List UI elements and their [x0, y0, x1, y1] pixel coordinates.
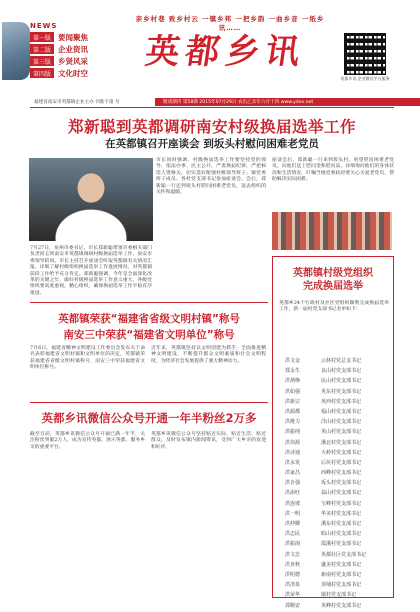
- member-village: 西峰村党支部书记: [321, 470, 362, 477]
- party-title: [273, 267, 393, 293]
- member-name: 洪清泉: [285, 582, 301, 589]
- party-intro: 英都乡24个行政村及社区党组织顺利完成换届选举工作，新一届村党支部书记名单如下：: [279, 301, 389, 313]
- list-item: [285, 398, 389, 408]
- list-item: [285, 500, 389, 510]
- issue-date-info: 敬请期待 第58期 2015年07月29日 农历乙未年六月十四 www.ydxx.net: [155, 98, 420, 106]
- member-village: 盛美村党支部书记: [321, 561, 362, 568]
- member-village: 良山村党支部书记: [321, 368, 362, 375]
- member-name: 洪维力: [285, 419, 301, 426]
- list-item: [285, 469, 389, 479]
- member-name: 洪新宗: [285, 398, 301, 405]
- member-village: 顶埔村党支部书记: [321, 582, 362, 589]
- section-row[interactable]: [30, 31, 116, 43]
- member-name: 洪家昌: [285, 470, 301, 477]
- group-photo: [272, 212, 392, 250]
- lead-column-1: 7月27日，泉州市委书记、市长郑新聪带领市委相关部门负责同志到南安市英都镇调研村级换届选举工作，南安市委领导陪同。市长主持召开座谈会听取英都镇有关情况汇报，详细了解村级组织换届选举工作进展情况，对英都镇前段工作给予充分肯定。郑新聪强调，今年是全面深化改革的关键之年，做好村级换届选举工作意义重大，各级党组织要高度重视，精心组织，确保换届选举工作平稳有序推进。: [30, 246, 152, 296]
- list-item: [285, 418, 389, 428]
- award-column-2: 近年来，英都镇坚持以文明创建为抓手，全面推进精神文明建设，不断提升群众文明素质和社会文明程度，为经济社会发展提供了强大精神动力。: [151, 346, 266, 364]
- member-village: 后坑村党支部书记: [321, 459, 362, 466]
- list-item: [285, 357, 389, 367]
- section-number: 第四版: [30, 68, 54, 78]
- section-name: 要闻聚焦: [58, 32, 88, 42]
- member-name: 洪源都: [285, 408, 301, 415]
- member-village: 镇村党支部书记: [321, 592, 357, 599]
- issue-info-bar: [0, 98, 420, 106]
- list-item: [285, 540, 389, 550]
- list-item: [285, 571, 389, 581]
- masthead-tagline: 亲乡村巷 致乡村云 一镇乡邦 一把乡韵 一曲乡音 一纸乡讯……: [135, 15, 325, 32]
- list-item: [285, 479, 389, 489]
- party-member-list: [285, 357, 389, 612]
- member-village: 翁山村党支部书记: [321, 490, 362, 497]
- member-name: 郭顺安: [285, 602, 301, 609]
- lead-subhead: 在英都镇召开座谈会 到坂头村慰问困难老党员: [105, 138, 319, 150]
- member-village: 霞溪村党支部书记: [321, 541, 362, 548]
- member-name: 洪文忠: [285, 551, 301, 558]
- list-item: [285, 367, 389, 377]
- qr-code-icon[interactable]: [344, 33, 386, 75]
- section-name: 文化时空: [58, 68, 88, 78]
- member-village: 英都社区党支部书记: [321, 551, 367, 558]
- list-item: [285, 377, 389, 387]
- member-village: 洋山村党支部书记: [321, 419, 362, 426]
- list-item: [285, 439, 389, 449]
- masthead: [0, 0, 420, 90]
- member-name: 洪振纯: [285, 429, 301, 436]
- member-name: 洪明德: [285, 571, 301, 578]
- award-headline-1: 英都镇荣获“福建省省级文明村镇”称号: [58, 313, 240, 325]
- member-village: 宝峰村党支部书记: [321, 500, 362, 507]
- section-number: 第三版: [30, 56, 54, 66]
- member-name: 洪荣华: [285, 592, 301, 599]
- member-village: 溪东村党支部书记: [321, 521, 362, 527]
- lead-photo: [29, 158, 153, 241]
- member-village: 昭山村党支部书记: [321, 531, 362, 538]
- member-village: 溪北村党支部书记: [321, 439, 362, 446]
- news-badge: NEWS: [30, 22, 58, 30]
- lead-headline: 郑新聪到英都调研南安村级换届选举工作: [67, 118, 356, 136]
- section-name: 乡贤风采: [58, 56, 88, 66]
- lead-column-3: 座谈会后，郑新聪一行来到坂头村，看望慰问困难老党员，向他们送上慰问金和慰问品，详细询问他们的身体状况和生活情况，叮嘱当地党委政府要关心关爱老党员，帮助解决实际困难。: [272, 158, 394, 183]
- wechat-column-2: 英都乡讯微信公众号坚持贴近实际、贴近生活、贴近群众，及时发布镇内新闻资讯，受到广大乡亲的欢迎和好评。: [151, 432, 266, 450]
- publisher-info: 福建省南安市英都镇企业主办 刊准字第 号: [0, 98, 155, 106]
- member-name: 洪永发: [285, 459, 301, 466]
- member-name: 洪如强: [285, 388, 301, 395]
- list-item: [285, 388, 389, 398]
- member-village: 英山村党支部书记: [321, 429, 362, 436]
- divider: [30, 402, 268, 403]
- member-village: 大岭村党支部书记: [321, 449, 362, 456]
- section-number: 第一版: [30, 32, 54, 42]
- section-row[interactable]: [30, 43, 116, 55]
- list-item: [285, 520, 389, 530]
- award-headline-2: 南安三中荣获“福建省文明单位”称号: [63, 329, 235, 341]
- list-item: [285, 459, 389, 469]
- member-name: 郑永生: [285, 368, 301, 375]
- member-village: 华美村党支部书记: [321, 510, 362, 517]
- section-row[interactable]: [30, 55, 116, 67]
- list-item: [285, 591, 389, 601]
- member-village: 坂头村党支部书记: [321, 480, 362, 487]
- list-item: [285, 428, 389, 438]
- list-item: [285, 561, 389, 571]
- section-row[interactable]: [30, 67, 116, 79]
- member-name: 洪仲卿: [285, 521, 301, 527]
- section-name: 企业资讯: [58, 44, 88, 54]
- member-name: 洪文金: [285, 358, 301, 364]
- divider: [30, 302, 268, 303]
- list-item: [285, 581, 389, 591]
- masthead-photo: [2, 22, 30, 80]
- member-name: 洪伟源: [285, 439, 301, 446]
- party-title-line-1: 英都镇村级党组织: [293, 268, 373, 279]
- list-item: [285, 530, 389, 540]
- list-item: [285, 449, 389, 459]
- member-village: 福山村党支部书记: [321, 408, 362, 415]
- section-index: [30, 31, 116, 79]
- member-name: 洪炳焕: [285, 378, 301, 385]
- list-item: [285, 489, 389, 499]
- party-election-box: [272, 256, 394, 609]
- party-title-line-2: 完成换届选举: [303, 281, 363, 292]
- wechat-headline: 英都乡讯微信公众号开通一年半粉丝2万多: [41, 411, 257, 425]
- divider: [30, 107, 394, 108]
- member-village: 英东村党支部书记: [321, 388, 362, 395]
- member-name: 洪亚秋: [285, 561, 301, 568]
- award-column-1: 7月6日，福建省精神文明建设工作委员会发布关于命名表彰福建省文明村镇和文明单位的决定，英都镇荣获福建省省级文明村镇称号，南安三中荣获福建省文明单位称号。: [30, 346, 145, 371]
- member-village: 民山村党支部书记: [321, 378, 362, 385]
- list-item: [285, 408, 389, 418]
- member-village: 英西村党支部书记: [321, 398, 362, 405]
- member-village: 云林村党总支书记: [321, 358, 362, 364]
- member-name: 洪志民: [285, 531, 301, 538]
- lead-column-2: 市长同时强调，村级换届选举工作要坚持党的领导、依法办事、民主公开，严肃换届纪律，严把候选人资格关，切实选好配强村级领导班子。镇党委班子成员、各村党支部书记参加座谈会。会后，郑新聪一行还到坂头村慰问困难老党员，送去组织的关怀和温暖。: [156, 158, 266, 196]
- member-name: 洪连坡: [285, 500, 301, 507]
- member-name: 洪一明: [285, 510, 301, 517]
- member-name: 洪添旺: [285, 490, 301, 497]
- section-number: 第二版: [30, 44, 54, 54]
- list-item: [285, 510, 389, 520]
- member-village: 新南村党支部书记: [321, 571, 362, 578]
- member-name: 洪自强: [285, 480, 301, 487]
- wechat-column-1: 截至目前，英都乡讯微信公众号开通已满一年半，关注粉丝突破2万人，成为宣传英都、展示英都、服务乡亲的重要平台。: [30, 432, 145, 450]
- list-item: [285, 551, 389, 561]
- newspaper-title: 英都乡讯: [142, 32, 309, 72]
- qr-caption: 英都乡讯 企业微信平台服务: [340, 76, 390, 81]
- member-name: 洪诗通: [285, 449, 301, 456]
- member-name: 洪振南: [285, 541, 301, 548]
- member-village: 英峰村党支部书记: [321, 602, 362, 609]
- list-item: [285, 602, 389, 612]
